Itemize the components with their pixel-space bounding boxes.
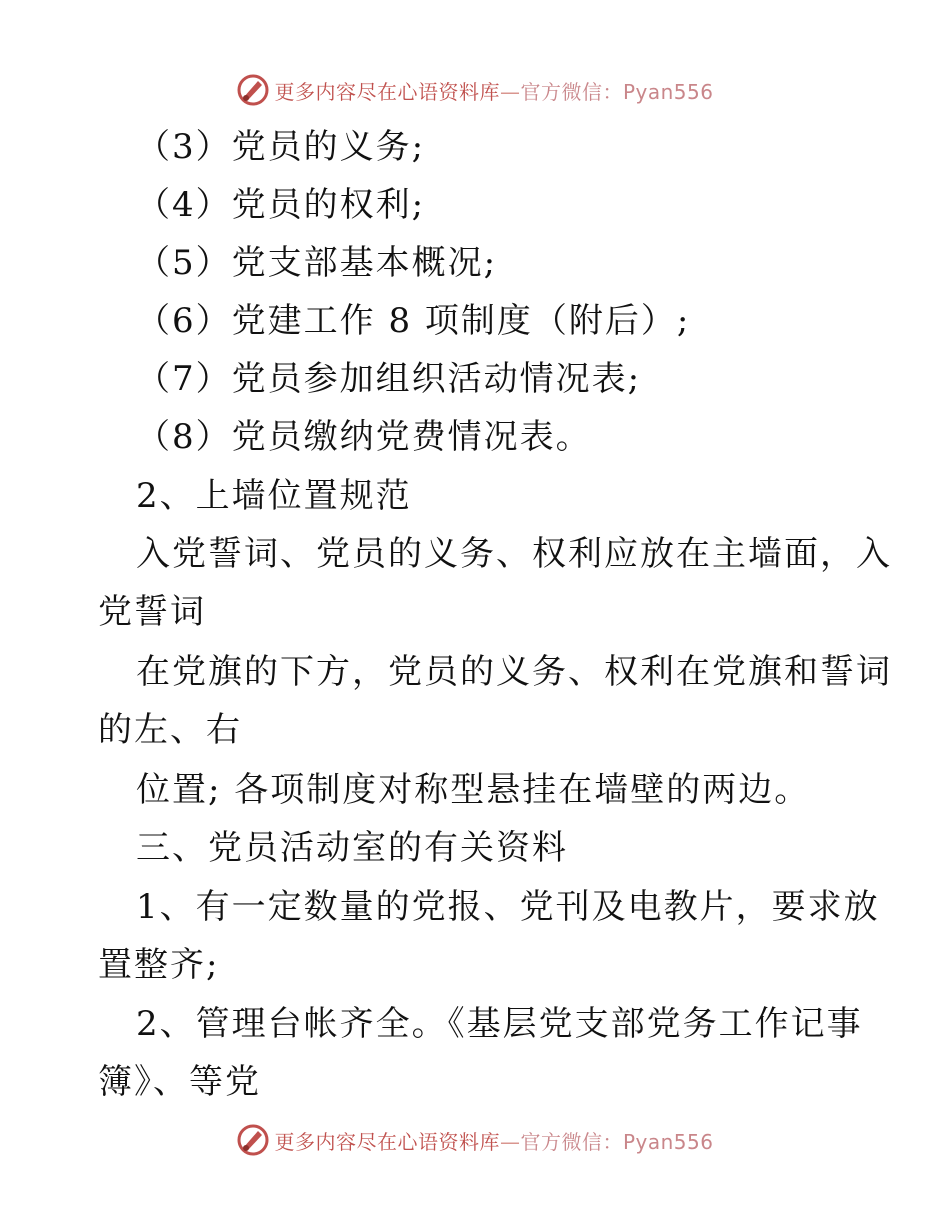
text-line: 入党誓词、党员的义务、权利应放在主墙面，入 [136, 534, 892, 574]
header-watermark-sep: — [499, 79, 521, 104]
text-line: 置整齐; [98, 945, 220, 985]
section-heading: 2、上墙位置规范 [136, 476, 412, 516]
text-line: （6）党建工作 8 项制度（附后）; [136, 301, 691, 341]
header-watermark-main: 更多内容尽在心语资料库 [274, 79, 500, 104]
text-line: （8）党员缴纳党费情况表。 [136, 417, 592, 457]
text-line: 簿》、等党 [98, 1062, 261, 1102]
text-line: （5）党支部基本概况; [136, 243, 498, 283]
footer-watermark-tail: 官方微信：Pyan556 [520, 1129, 714, 1154]
header-watermark [0, 70, 950, 110]
text-line: （4）党员的权利; [136, 185, 426, 225]
logo-icon [236, 1123, 270, 1157]
text-line: 党誓词 [98, 592, 206, 632]
footer-watermark-main: 更多内容尽在心语资料库 [274, 1129, 500, 1154]
section-heading: 三、党员活动室的有关资料 [136, 828, 568, 868]
logo-icon [236, 73, 270, 107]
text-line: （3）党员的义务; [136, 127, 426, 167]
text-line: 在党旗的下方，党员的义务、权利在党旗和誓词 [136, 652, 892, 692]
text-line: 位置; 各项制度对称型悬挂在墙壁的两边。 [136, 770, 811, 810]
footer-watermark-sep: — [499, 1129, 521, 1154]
text-line: （7）党员参加组织活动情况表; [136, 359, 642, 399]
text-line: 的左、右 [98, 710, 242, 750]
text-line: 2、管理台帐齐全。《基层党支部党务工作记事 [136, 1004, 863, 1044]
text-line: 1、有一定数量的党报、党刊及电教片，要求放 [136, 887, 880, 927]
footer-watermark [0, 1120, 950, 1160]
header-watermark-tail: 官方微信：Pyan556 [520, 79, 714, 104]
